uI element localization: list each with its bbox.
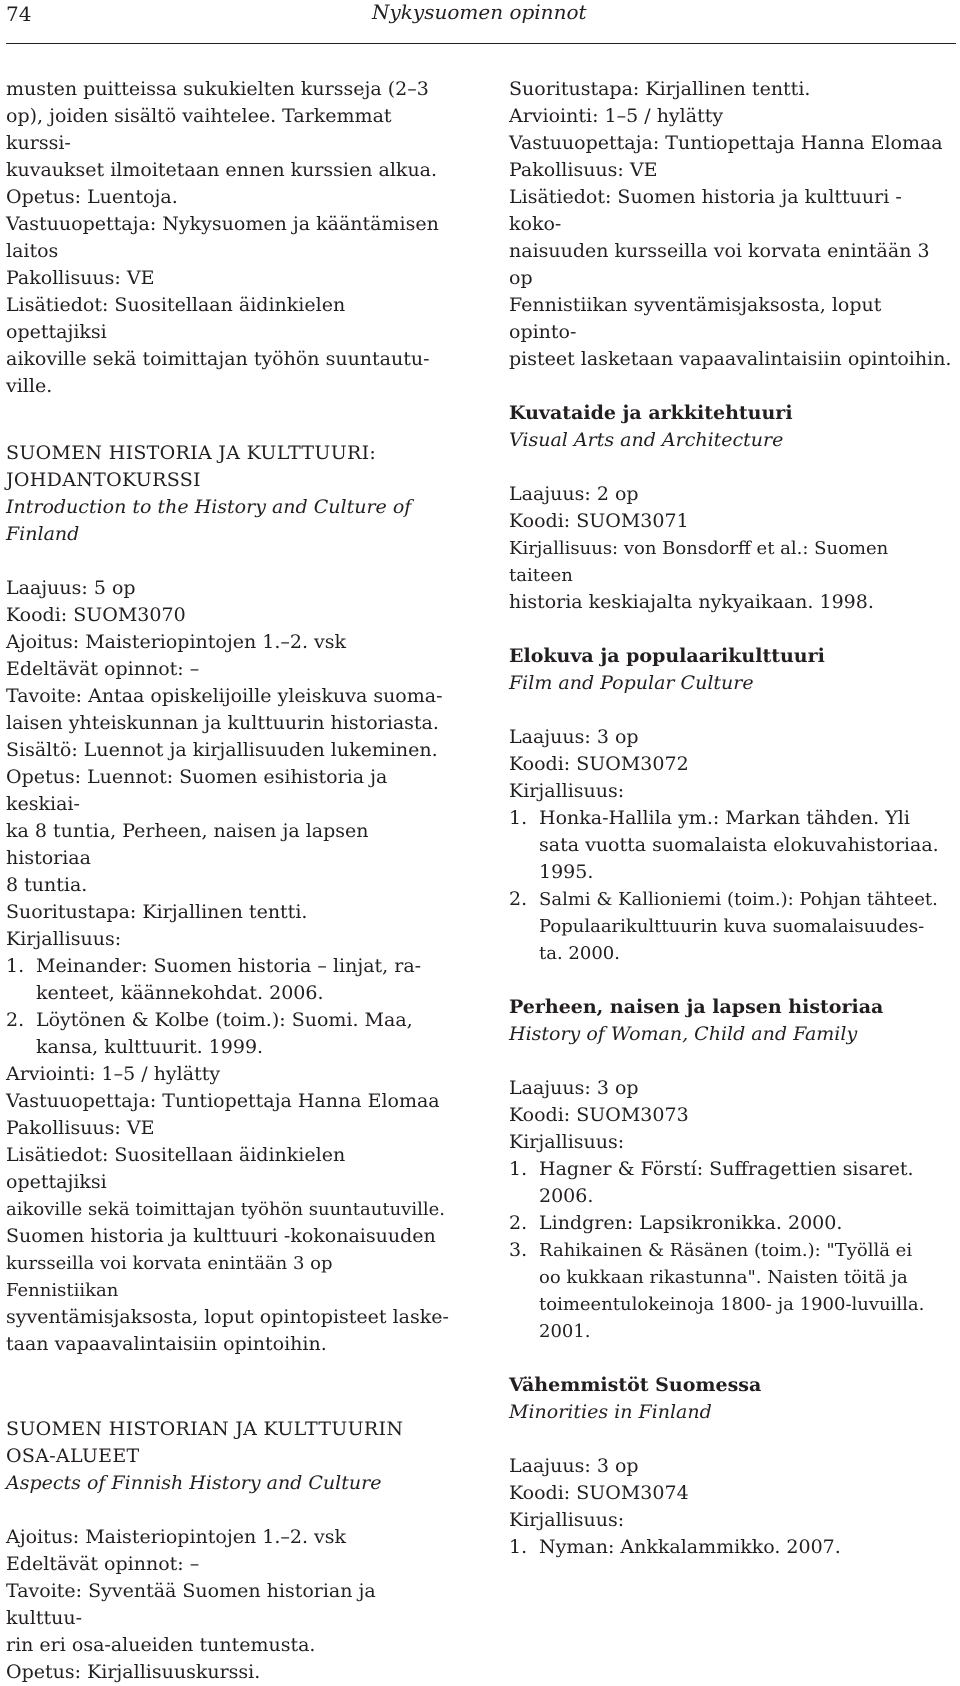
field-value: SUOM3074 [576, 1482, 689, 1504]
laajuus-field [509, 1075, 953, 1102]
literature-number: 1. [509, 1158, 528, 1180]
field-value: 3 op [596, 726, 639, 748]
literature-line: sata vuotta suomalaista elokuvahistoriaa. [539, 834, 939, 856]
literature-item [509, 886, 953, 967]
literature-item [509, 1210, 953, 1237]
running-title: Nykysuomen opinnot [372, 0, 587, 24]
field-label: Laajuus: [6, 577, 88, 599]
koodi-field [509, 751, 953, 778]
kirjallisuus-label: Kirjallisuus: [509, 780, 625, 802]
literature-line: ta. 2000. [539, 943, 620, 964]
field-value-cont: Fennistiikan syventämisjaksosta, loput opinto- [509, 294, 882, 343]
arviointi-field [6, 1061, 450, 1088]
course-title: JOHDANTOKURSSI [6, 469, 201, 491]
right-column [509, 76, 953, 1561]
tavoite-field [6, 683, 450, 710]
field-value: Maisteriopintojen 1.–2. vsk [85, 1526, 347, 1548]
page-header [0, 0, 960, 44]
field-value-cont: kursseilla voi korvata enintään 3 op Fennistiikan [6, 1253, 333, 1301]
course-english-title: Aspects of Finnish History and Culture [6, 1472, 382, 1494]
field-value: 3 op [596, 1455, 639, 1477]
field-value: VE [629, 159, 658, 181]
lisatiedot-field [6, 292, 450, 346]
pakollisuus-field [6, 1115, 450, 1142]
course-title: Elokuva ja populaarikulttuuri [509, 645, 825, 667]
field-label: Edeltävät opinnot: [6, 658, 184, 680]
field-value: 3 op [596, 1077, 639, 1099]
kirjallisuus-label: Kirjallisuus: [6, 928, 122, 950]
field-value: Nykysuomen ja kääntämisen [162, 213, 439, 235]
course-english-title: Introduction to the History and Culture of [6, 496, 412, 518]
literature-line: Salmi & Kallioniemi (toim.): Pohjan tähteet. [539, 889, 938, 910]
field-value: – [189, 658, 200, 680]
pakollisuus-field [509, 157, 953, 184]
field-label: Arviointi: [509, 105, 599, 127]
koodi-field [509, 1102, 953, 1129]
course-english-title: History of Woman, Child and Family [509, 1023, 858, 1045]
literature-item [6, 953, 450, 1007]
literature-item [509, 1534, 953, 1561]
field-value: Luentoja. [87, 186, 178, 208]
suoritustapa-field [6, 899, 450, 926]
field-value: SUOM3071 [576, 510, 689, 532]
course-osa-alueet [6, 1416, 450, 1686]
course-title: SUOMEN HISTORIAN JA KULTTUURIN [6, 1418, 404, 1440]
field-label: Laajuus: [509, 483, 591, 505]
course-english-title: Visual Arts and Architecture [509, 429, 784, 451]
opetus-field [6, 764, 450, 818]
intro-line: kuvaukset ilmoitetaan ennen kurssien alkua. [6, 159, 438, 181]
literature-line: kansa, kulttuurit. 1999. [36, 1036, 264, 1058]
literature-number: 1. [6, 955, 25, 977]
field-value: Kirjallisuuskurssi. [87, 1661, 261, 1683]
field-value: VE [126, 1117, 155, 1139]
field-value: SUOM3073 [576, 1104, 689, 1126]
field-label: Tavoite: [6, 685, 83, 707]
literature-number: 2. [509, 888, 528, 910]
literature-line: kenteet, käännekohdat. 2006. [36, 982, 324, 1004]
field-label: Koodi: [509, 1482, 571, 1504]
laajuus-field [6, 575, 450, 602]
field-value: Suomen historia ja kulttuuri -koko- [509, 186, 902, 235]
field-label: Vastuuopettaja: [6, 213, 157, 235]
field-value-cont: ka 8 tuntia, Perheen, naisen ja lapsen historiaa [6, 820, 369, 869]
field-label: Suoritustapa: [509, 78, 640, 100]
kirjallisuus-label: Kirjallisuus: [509, 1509, 625, 1531]
literature-line: Hagner & Förstí: Suffragettien sisaret. [539, 1158, 914, 1180]
literature-number: 1. [509, 807, 528, 829]
course-english-title: Minorities in Finland [509, 1401, 712, 1423]
literature-line: Populaarikulttuurin kuva suomalaisuudes- [539, 916, 925, 937]
left-column [6, 76, 450, 1686]
field-label: Ajoitus: [6, 631, 80, 653]
field-label: Pakollisuus: [509, 159, 624, 181]
field-label: Laajuus: [509, 1455, 591, 1477]
field-label: Tavoite: [6, 1580, 83, 1602]
course-title: Perheen, naisen ja lapsen historiaa [509, 996, 884, 1018]
laajuus-field [509, 481, 953, 508]
field-value-cont: pisteet lasketaan vapaavalintaisiin opintoihin. [509, 348, 952, 370]
literature-number: 1. [509, 1536, 528, 1558]
course-suom3073 [509, 994, 953, 1345]
field-value-cont: 8 tuntia. [6, 874, 88, 896]
field-value: 5 op [93, 577, 136, 599]
vastuuopettaja-field [6, 211, 450, 238]
field-value: Luennot: Suomen esihistoria ja keskiai- [6, 766, 388, 815]
field-value: Tuntiopettaja Hanna Elomaa [665, 132, 943, 154]
field-value-cont: ville. [6, 375, 53, 397]
field-label: Koodi: [6, 604, 68, 626]
header-rule [6, 43, 956, 44]
field-value-cont: laisen yhteiskunnan ja kulttuurin historiasta. [6, 712, 439, 734]
field-value: 1–5 / hylätty [101, 1063, 221, 1085]
course-suom3071 [509, 400, 953, 616]
field-label: Pakollisuus: [6, 267, 121, 289]
literature-line: 2006. [539, 1185, 594, 1207]
intro-line: musten puitteissa sukukielten kursseja (2–3 [6, 78, 429, 100]
literature-item [509, 1237, 953, 1345]
edeltavat-field [6, 1551, 450, 1578]
literature-item [509, 1156, 953, 1210]
field-value: Kirjallinen tentti. [142, 901, 308, 923]
course-title: Vähemmistöt Suomessa [509, 1374, 762, 1396]
tavoite-field [6, 1578, 450, 1632]
ajoitus-field [6, 1524, 450, 1551]
field-value-cont: syventämisjaksosta, loput opintopisteet laske- [6, 1306, 449, 1328]
field-label: Opetus: [6, 186, 82, 208]
literature-line: oo kukkaan rikastunna". Naisten töitä ja [539, 1267, 908, 1288]
laajuus-field [509, 1453, 953, 1480]
page-number: 74 [6, 2, 32, 26]
field-label: Edeltävät opinnot: [6, 1553, 184, 1575]
field-value-cont: naisuuden kursseilla voi korvata enintään 3 op [509, 240, 930, 289]
field-value: Luennot ja kirjallisuuden lukeminen. [83, 739, 438, 761]
field-label: Arviointi: [6, 1063, 96, 1085]
field-value-cont: taan vapaavalintaisiin opintoihin. [6, 1333, 327, 1355]
opetus-field [6, 184, 450, 211]
literature-line: Rahikainen & Räsänen (toim.): "Työllä ei [539, 1240, 913, 1261]
field-value: Suositellaan äidinkielen opettajiksi [6, 1144, 346, 1193]
vastuuopettaja-field [6, 1088, 450, 1115]
course-english-title: Finland [6, 523, 80, 545]
course-title: SUOMEN HISTORIA JA KULTTUURI: [6, 442, 377, 464]
field-value: 1–5 / hylätty [604, 105, 724, 127]
arviointi-field [509, 103, 953, 130]
field-value: Syventää Suomen historian ja kulttuu- [6, 1580, 376, 1629]
koodi-field [6, 602, 450, 629]
field-label: Vastuuopettaja: [509, 132, 660, 154]
kirjallisuus-field [509, 535, 953, 589]
field-value: VE [126, 267, 155, 289]
opetus-field [6, 1659, 450, 1686]
field-value-cont: historia keskiajalta nykyaikaan. 1998. [509, 591, 874, 613]
field-value-cont: aikoville sekä toimittajan työhön suuntautu- [6, 348, 430, 370]
field-label: Koodi: [509, 753, 571, 775]
course-title: OSA-ALUEET [6, 1445, 140, 1467]
field-value: von Bonsdorff et al.: Suomen taiteen [509, 538, 889, 586]
field-label: Laajuus: [509, 1077, 591, 1099]
field-label: Suoritustapa: [6, 901, 137, 923]
field-value: SUOM3072 [576, 753, 689, 775]
field-label: Pakollisuus: [6, 1117, 121, 1139]
laajuus-field [509, 724, 953, 751]
field-value: Kirjallinen tentti. [645, 78, 811, 100]
field-value: SUOM3070 [73, 604, 186, 626]
field-value-cont: rin eri osa-alueiden tuntemusta. [6, 1634, 316, 1656]
field-label: Vastuuopettaja: [6, 1090, 157, 1112]
field-label: Lisätiedot: [6, 1144, 109, 1166]
edeltavat-field [6, 656, 450, 683]
ajoitus-field [6, 629, 450, 656]
literature-line: 2001. [539, 1321, 591, 1342]
field-label: Kirjallisuus: [509, 538, 619, 559]
literature-line: Löytönen & Kolbe (toim.): Suomi. Maa, [36, 1009, 413, 1031]
suoritustapa-field [509, 76, 953, 103]
intro-section [6, 76, 450, 400]
field-label: Koodi: [509, 1104, 571, 1126]
field-value-cont: laitos [6, 240, 59, 262]
literature-line: Meinander: Suomen historia – linjat, ra- [36, 955, 422, 977]
field-value: Suositellaan äidinkielen opettajiksi [6, 294, 346, 343]
literature-number: 2. [6, 1009, 25, 1031]
literature-number: 2. [509, 1212, 528, 1234]
literature-item [6, 1007, 450, 1061]
course-title: Kuvataide ja arkkitehtuuri [509, 402, 793, 424]
intro-line: op), joiden sisältö vaihtelee. Tarkemmat kurssi- [6, 105, 392, 154]
field-value-cont: aikoville sekä toimittajan työhön suuntautuville. [6, 1199, 445, 1220]
field-value: – [189, 1553, 200, 1575]
course-english-title: Film and Popular Culture [509, 672, 754, 694]
field-label: Opetus: [6, 766, 82, 788]
sisalto-field [6, 737, 450, 764]
literature-item [509, 805, 953, 886]
field-value-cont: Suomen historia ja kulttuuri -kokonaisuuden [6, 1225, 436, 1247]
literature-line: toimeentulokeinoja 1800- ja 1900-luvuilla. [539, 1294, 925, 1315]
field-value: Antaa opiskelijoille yleiskuva suoma- [88, 685, 443, 707]
kirjallisuus-label: Kirjallisuus: [509, 1131, 625, 1153]
field-label: Opetus: [6, 1661, 82, 1683]
field-label: Lisätiedot: [509, 186, 612, 208]
field-label: Sisältö: [6, 739, 78, 761]
literature-line: 1995. [539, 861, 594, 883]
koodi-field [509, 508, 953, 535]
lisatiedot-field [6, 1142, 450, 1196]
lisatiedot-field [509, 184, 953, 238]
course-suom3070 [6, 440, 450, 1358]
literature-line: Nyman: Ankkalammikko. 2007. [539, 1536, 841, 1558]
pakollisuus-field [6, 265, 450, 292]
field-value: Tuntiopettaja Hanna Elomaa [162, 1090, 440, 1112]
literature-number: 3. [509, 1239, 528, 1261]
vastuuopettaja-field [509, 130, 953, 157]
field-value: 2 op [596, 483, 639, 505]
course-continuation [509, 76, 953, 373]
literature-line: Lindgren: Lapsikronikka. 2000. [539, 1212, 843, 1234]
literature-line: Honka-Hallila ym.: Markan tähden. Yli [539, 807, 910, 829]
course-suom3072 [509, 643, 953, 967]
field-label: Lisätiedot: [6, 294, 109, 316]
koodi-field [509, 1480, 953, 1507]
field-value: Maisteriopintojen 1.–2. vsk [85, 631, 347, 653]
course-suom3074 [509, 1372, 953, 1561]
field-label: Laajuus: [509, 726, 591, 748]
field-label: Ajoitus: [6, 1526, 80, 1548]
field-label: Koodi: [509, 510, 571, 532]
